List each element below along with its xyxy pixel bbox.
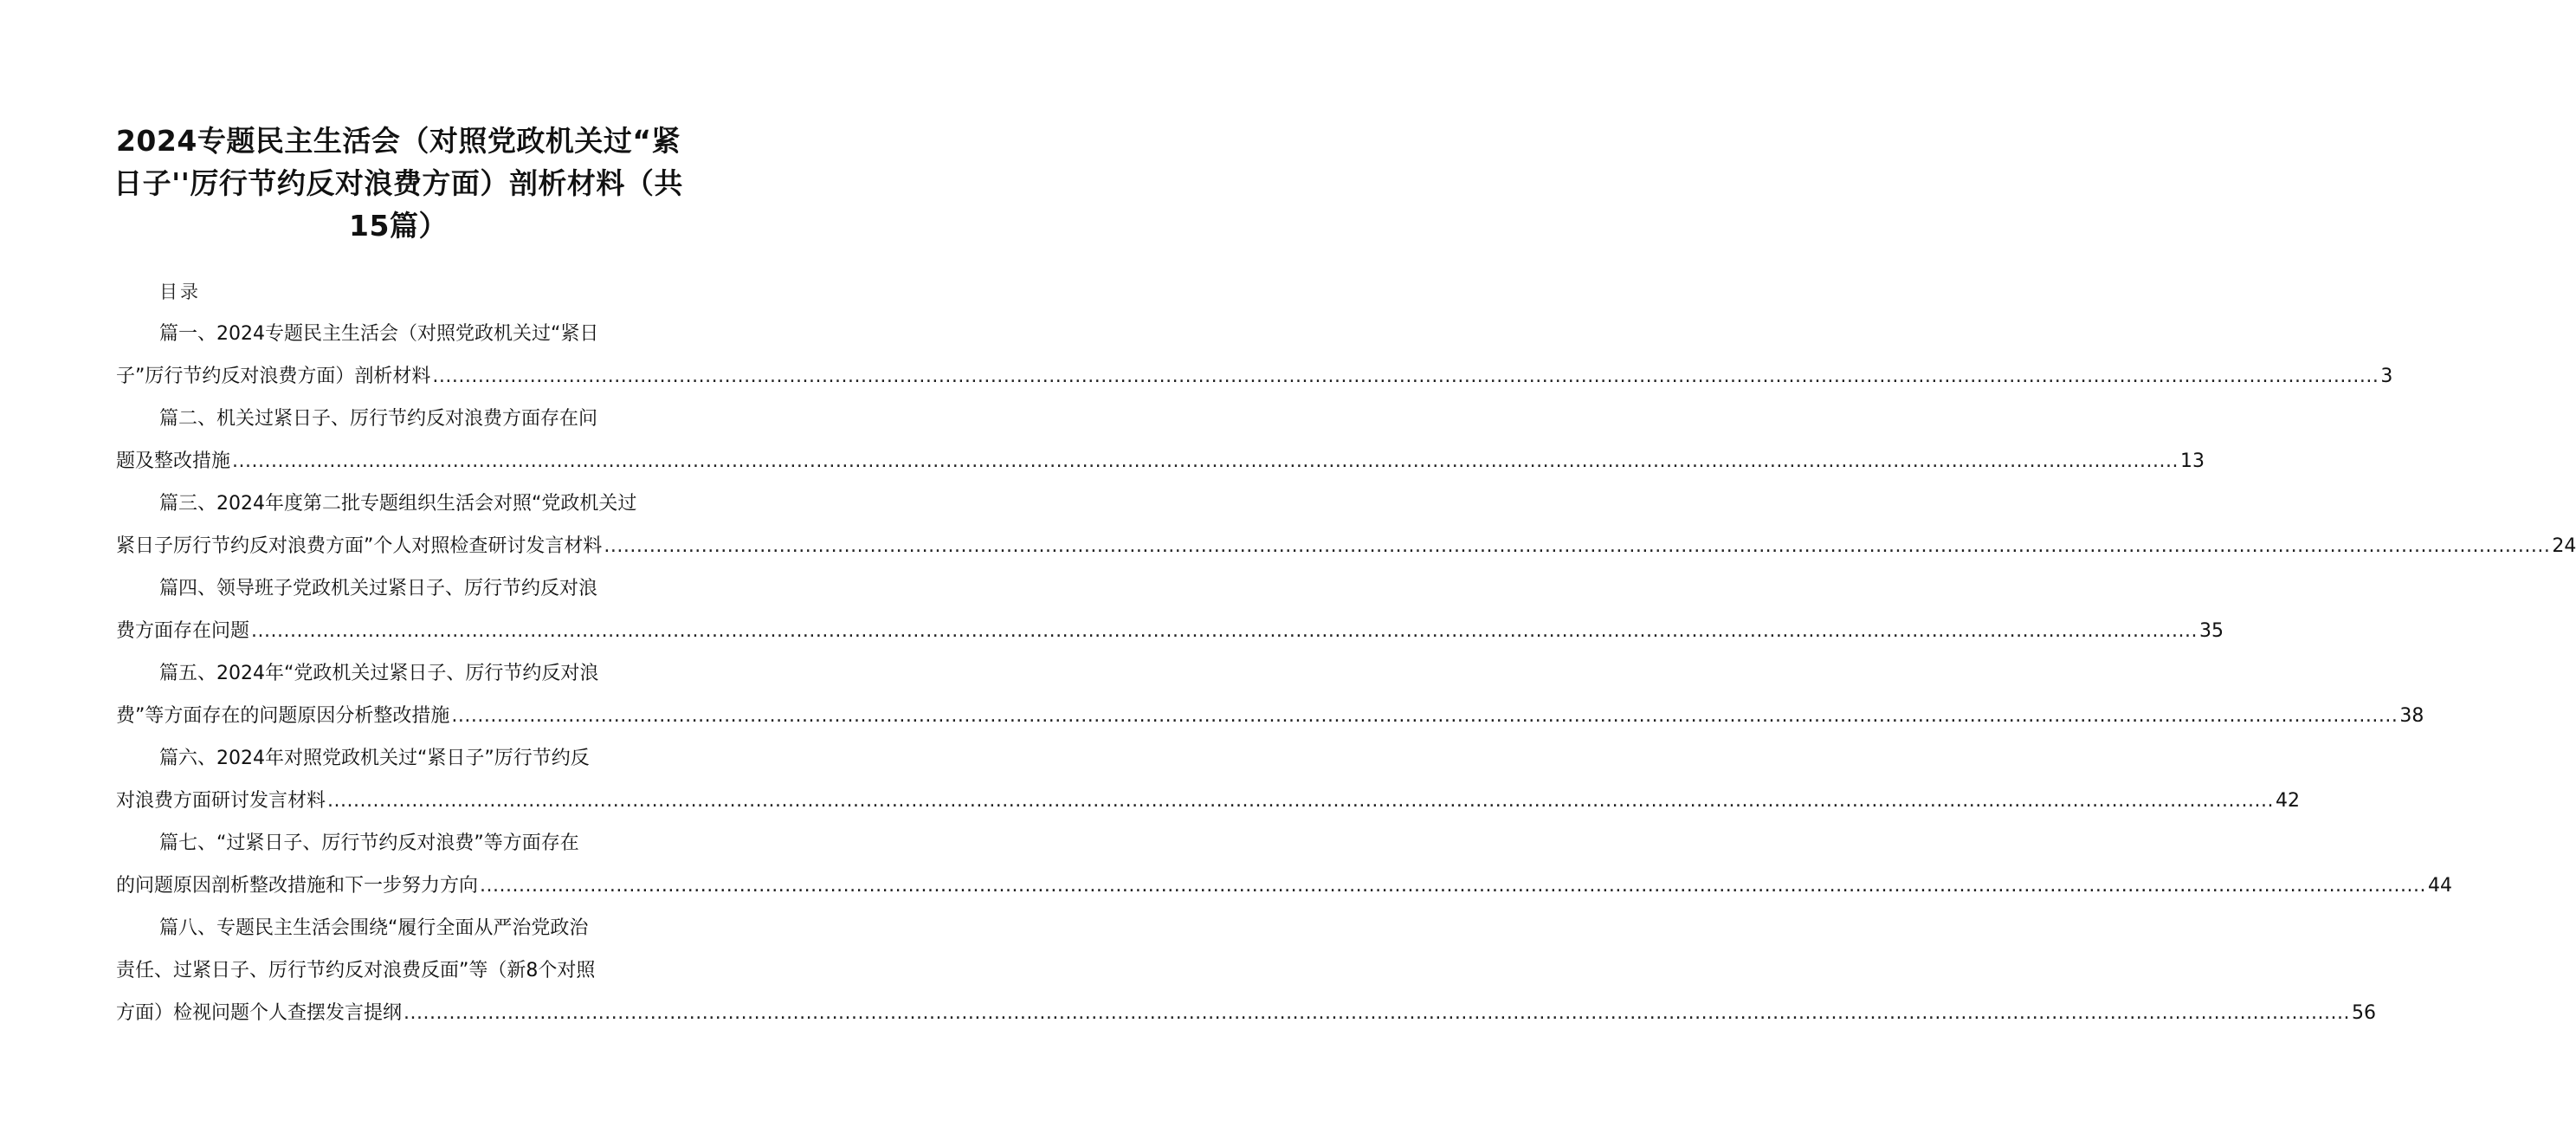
toc-entry-text: 费方面存在问题 bbox=[116, 620, 250, 642]
dot-leader: ............................................................................................................................................................................................................................................................................................................ bbox=[404, 1002, 2350, 1024]
toc-entry-text: 责任、过紧日子、厉行节约反对浪费反面”等（新8个对照 bbox=[116, 960, 596, 981]
dot-leader: ............................................................................................................................................................................................................................................................................................................ bbox=[327, 790, 2274, 812]
toc-entry-text: 篇六、2024年对照党政机关过“紧日子”厉行节约反 bbox=[159, 748, 590, 769]
toc-entry-text: 篇三、2024年度第二批专题组织生活会对照“党政机关过 bbox=[159, 493, 637, 515]
dot-leader: ............................................................................................................................................................................................................................................................................................................ bbox=[604, 535, 2551, 557]
toc-entry-5-line-1[interactable] bbox=[159, 659, 598, 689]
dot-leader: ............................................................................................................................................................................................................................................................................................................ bbox=[480, 875, 2426, 897]
toc-page-number: 56 bbox=[2351, 1002, 2376, 1024]
dot-leader: ............................................................................................................................................................................................................................................................................................................ bbox=[232, 450, 2179, 472]
title-line-1: 2024专题民主生活会（对照党政机关过“紧 bbox=[115, 124, 681, 158]
toc-page-number: 35 bbox=[2198, 620, 2224, 642]
toc-entry-6-line-2[interactable] bbox=[116, 787, 2300, 816]
toc-entry-8-line-2[interactable] bbox=[116, 956, 595, 986]
toc-entry-7-line-1[interactable] bbox=[159, 829, 579, 858]
toc-entry-6-line-1[interactable] bbox=[159, 744, 590, 774]
toc-page-number: 3 bbox=[2380, 366, 2393, 387]
toc-page-number: 38 bbox=[2399, 705, 2424, 727]
toc-entry-text: 费”等方面存在的问题原因分析整改措施 bbox=[116, 705, 450, 727]
toc-entry-text: 篇四、领导班子党政机关过紧日子、厉行节约反对浪 bbox=[159, 578, 598, 599]
toc-entry-8-line-3[interactable] bbox=[116, 999, 2376, 1028]
toc-entry-text: 子”厉行节约反对浪费方面）剖析材料 bbox=[116, 366, 431, 387]
dot-leader: ............................................................................................................................................................................................................................................................................................................ bbox=[432, 366, 2379, 387]
toc-page-number: 24 bbox=[2552, 535, 2576, 557]
toc-entry-text: 篇八、专题民主生活会围绕“履行全面从严治党政治 bbox=[159, 917, 589, 939]
toc-entry-3-line-1[interactable] bbox=[159, 489, 636, 519]
title-line-3: 15篇） bbox=[349, 209, 448, 243]
toc-entry-8-line-1[interactable] bbox=[159, 914, 588, 943]
toc-entry-text: 紧日子厉行节约反对浪费方面”个人对照检查研讨发言材料 bbox=[116, 535, 603, 557]
toc-entry-text: 方面）检视问题个人查摆发言提纲 bbox=[116, 1002, 403, 1024]
dot-leader: ............................................................................................................................................................................................................................................................................................................ bbox=[251, 620, 2198, 642]
toc-entry-7-line-2[interactable] bbox=[116, 871, 2452, 901]
toc-label: 目录 bbox=[159, 282, 201, 302]
toc-entry-5-line-2[interactable] bbox=[116, 702, 2424, 731]
toc-entry-4-line-1[interactable] bbox=[159, 574, 597, 604]
toc-entry-text: 对浪费方面研讨发言材料 bbox=[116, 790, 326, 812]
toc-page-number: 13 bbox=[2179, 450, 2205, 472]
toc-entry-text: 篇二、机关过紧日子、厉行节约反对浪费方面存在问 bbox=[159, 408, 598, 430]
toc-page-number: 44 bbox=[2427, 875, 2452, 897]
toc-entry-text: 的问题原因剖析整改措施和下一步努力方向 bbox=[116, 875, 479, 897]
toc-entry-1-line-1[interactable] bbox=[159, 320, 598, 349]
toc-entry-2-line-1[interactable] bbox=[159, 405, 597, 434]
toc-entry-4-line-2[interactable] bbox=[116, 617, 2224, 646]
toc-entry-text: 篇一、2024专题民主生活会（对照党政机关过“紧日 bbox=[159, 323, 599, 345]
document-title bbox=[104, 120, 693, 247]
toc-entry-text: 篇七、“过紧日子、厉行节约反对浪费”等方面存在 bbox=[159, 832, 579, 854]
toc-entry-1-line-2[interactable] bbox=[116, 362, 2393, 392]
toc-entry-3-line-2[interactable] bbox=[116, 532, 2576, 561]
toc-entry-2-line-2[interactable] bbox=[116, 447, 2205, 476]
toc-page-number: 42 bbox=[2275, 790, 2300, 812]
toc-entry-text: 篇五、2024年“党政机关过紧日子、厉行节约反对浪 bbox=[159, 663, 599, 684]
toc-entry-text: 题及整改措施 bbox=[116, 450, 231, 472]
dot-leader: ............................................................................................................................................................................................................................................................................................................ bbox=[451, 705, 2398, 727]
title-line-2: 日子''厉行节约反对浪费方面）剖析材料（共 bbox=[113, 166, 683, 200]
